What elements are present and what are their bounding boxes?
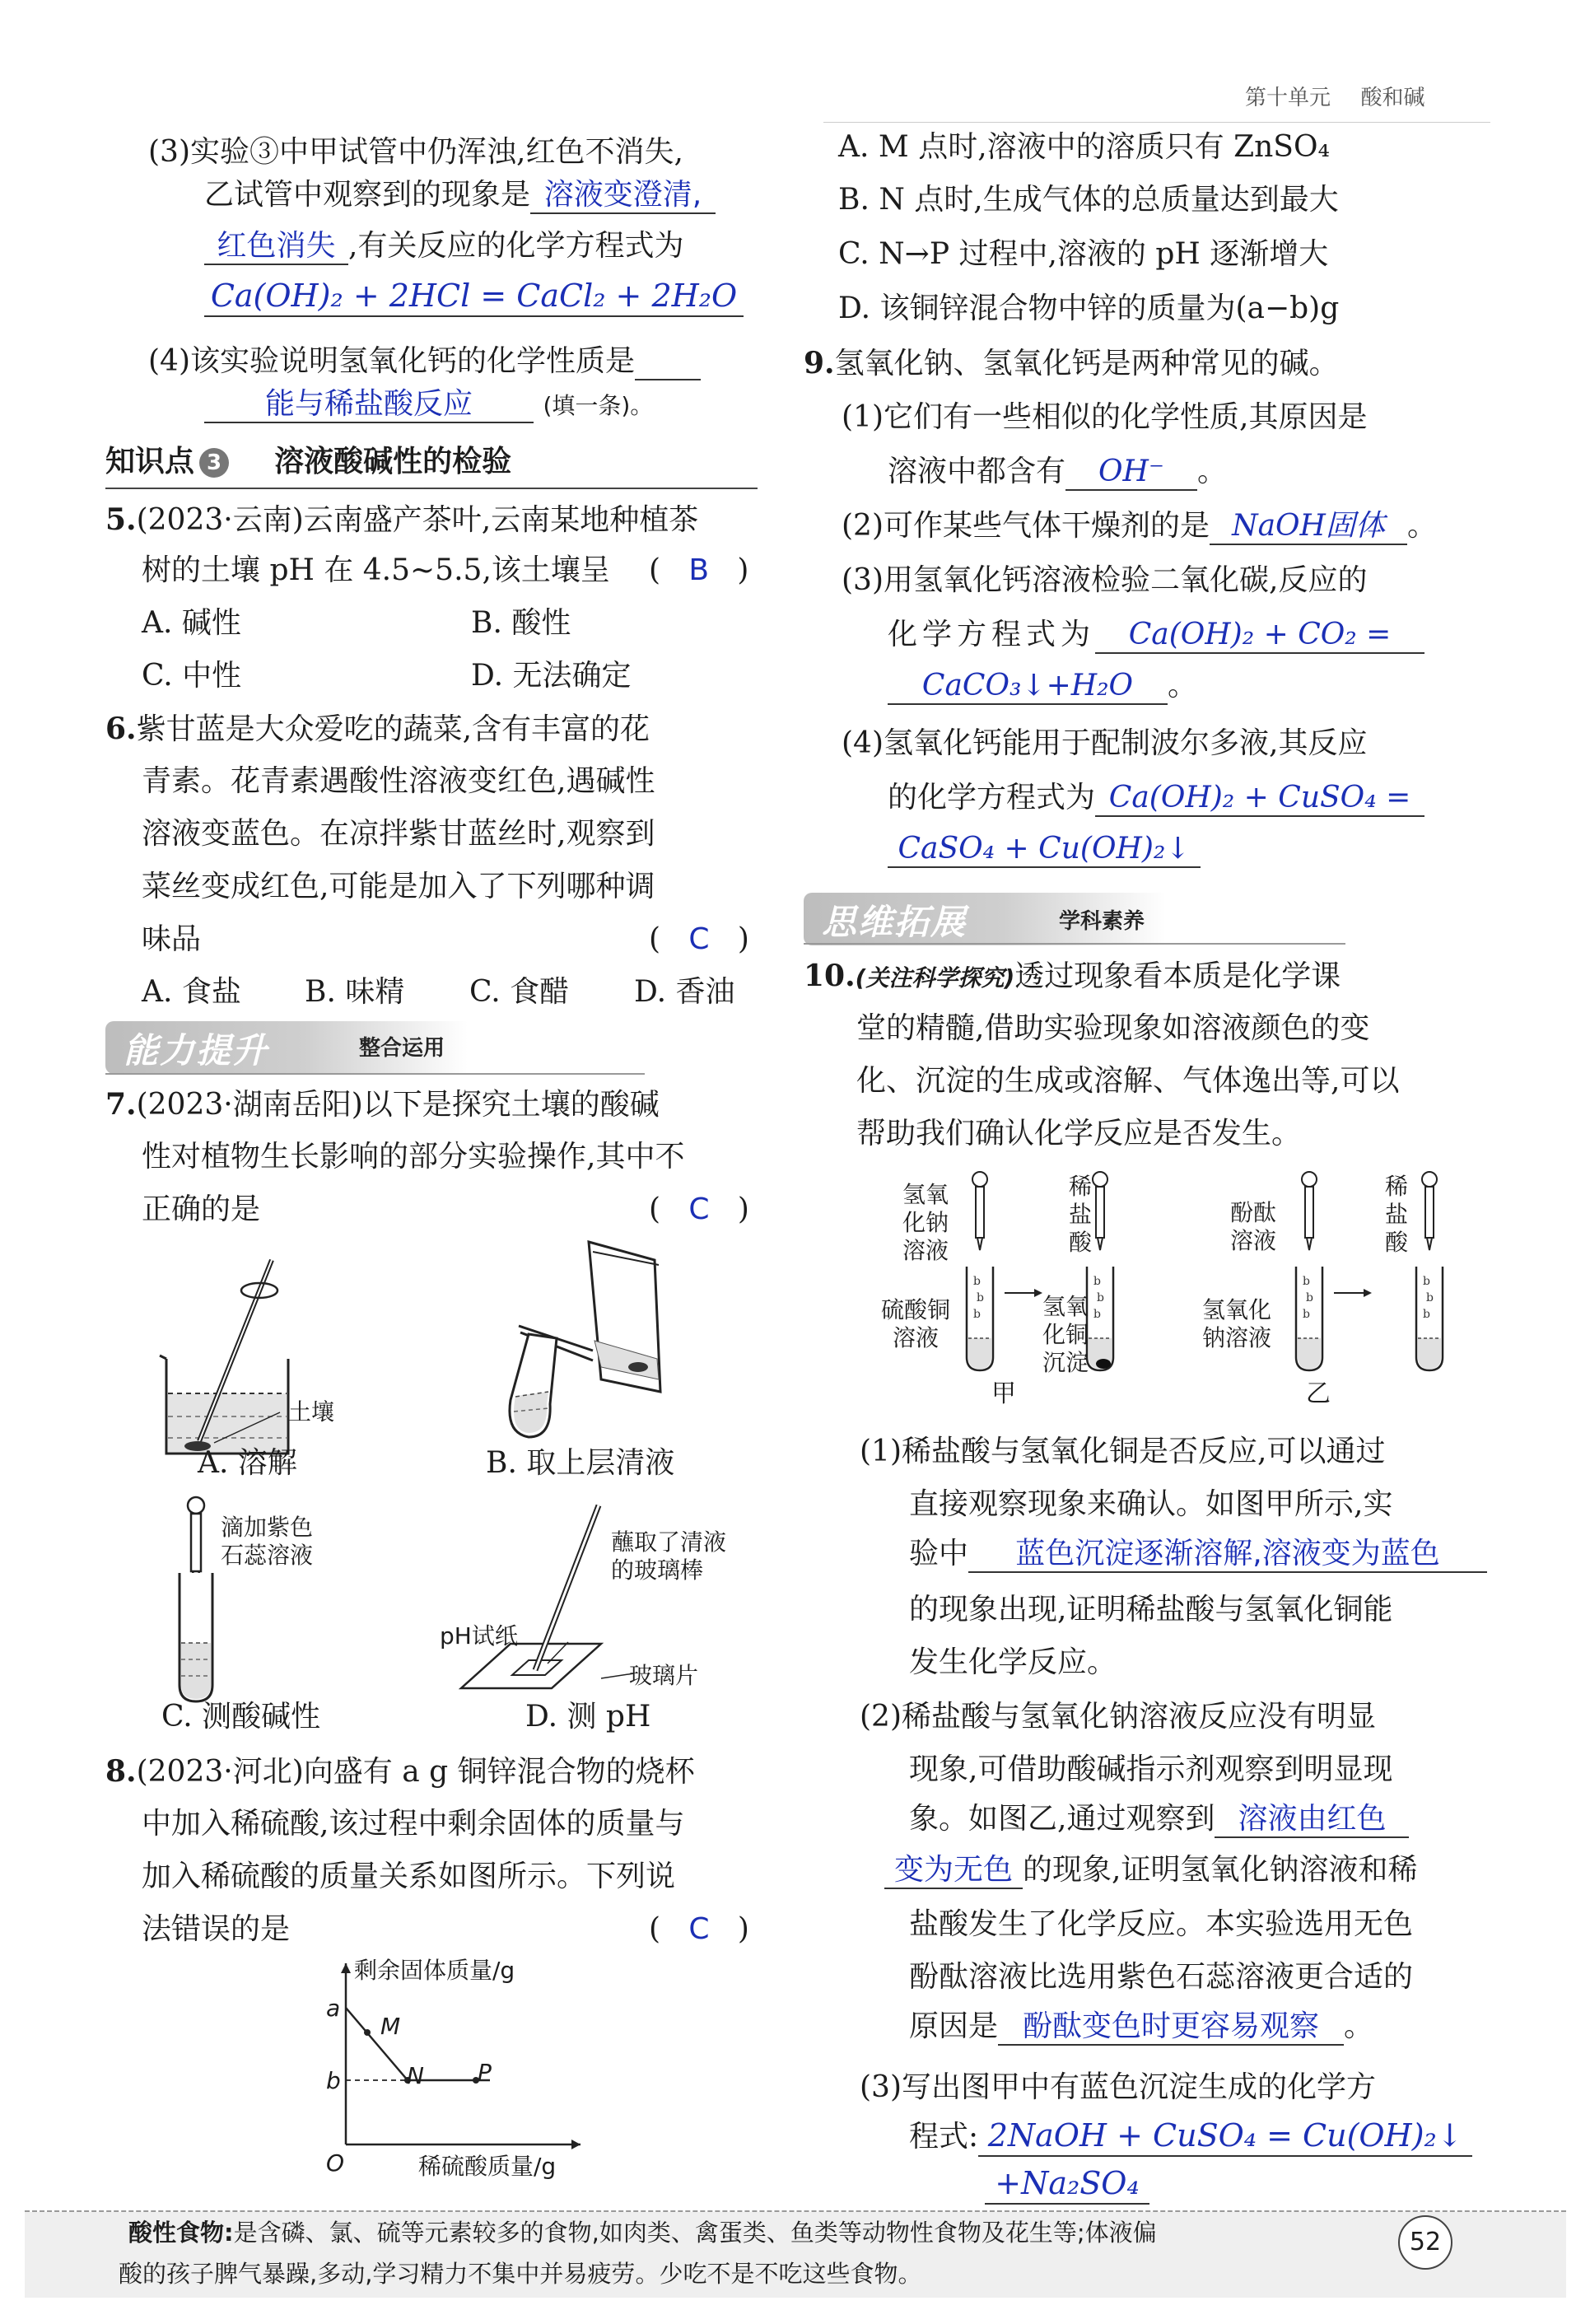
q4-line2: 能与稀盐酸反应 (填一条)。	[204, 382, 653, 427]
q7-fig-c-caption: C. 测酸碱性	[161, 1700, 321, 1734]
jia-label-3: 溶液	[902, 1237, 949, 1264]
q6-option-a: A. 食盐	[142, 975, 241, 1009]
q3-equation-line	[204, 275, 744, 320]
yi-label-7: 钠溶液	[1202, 1324, 1272, 1351]
yi-label-4: 盐	[1385, 1201, 1409, 1228]
q10-line4: 帮助我们确认化学反应是否发生。	[856, 1117, 1302, 1150]
jia-label-10: 化铜	[1042, 1321, 1089, 1348]
q9-p3-line3: CaCO₃↓+H₂O 。	[888, 664, 1197, 708]
jia-label-8: 溶液	[893, 1324, 940, 1351]
chapter-title: 酸和碱	[1360, 86, 1425, 110]
jia-label-1: 氢氧	[902, 1181, 949, 1208]
q7-answer: C	[688, 1192, 710, 1226]
band-title-ability: 能力提升	[124, 1030, 269, 1071]
q8-answer-paren: ( C )	[649, 1912, 749, 1946]
q3-line1: (3)实验③中甲试管中仍浑浊,红色不消失,	[148, 135, 683, 169]
q7-fig-c-label-1: 滴加紫色	[221, 1514, 314, 1541]
svg-text:b: b	[1093, 1308, 1101, 1321]
q10-p2-line6: 酚酞溶液比选用紫色石蕊溶液更合适的	[909, 1960, 1414, 1994]
q7-fig-d-caption: D. 测 pH	[525, 1700, 651, 1734]
running-header	[1245, 82, 1425, 114]
jia-caption: 甲	[991, 1379, 1016, 1408]
q3-equation: Ca(OH)₂ + 2HCl = CaCl₂ + 2H₂O	[204, 278, 744, 317]
q6-line5: 味品	[142, 922, 202, 956]
footer-text-1: 是含磷、氯、硫等元素较多的食物,如肉类、禽蛋类、鱼类等动物性食物及花生等;体液偏	[233, 2219, 1157, 2247]
yi-caption: 乙	[1306, 1379, 1331, 1408]
q6-line3: 溶液变蓝色。在凉拌紫甘蓝丝时,观察到	[142, 817, 655, 851]
q6-line1: 6.紫甘蓝是大众爱吃的蔬菜,含有丰富的花	[105, 712, 650, 746]
q9-p4-line1: (4)氢氧化钙能用于配制波尔多液,其反应	[842, 726, 1368, 760]
q8-line2: 中加入稀硫酸,该过程中剩余固体的质量与	[142, 1807, 685, 1841]
q3-answer-2: 红色消失	[204, 228, 348, 265]
yi-label-6: 氢氧化	[1202, 1296, 1272, 1323]
q7-answer-paren: ( C )	[649, 1192, 749, 1226]
band-sub-thinking: 学科素养	[1059, 909, 1145, 934]
q7-fig-d-label-1: 蘸取了清液	[611, 1528, 727, 1556]
q8-option-c: C. N→P 过程中,溶液的 pH 逐渐增大	[838, 237, 1329, 271]
q9-p3-line2: 化学方程式为 Ca(OH)₂ + CO₂ =	[888, 613, 1424, 657]
q7-figure-c	[161, 1491, 227, 1705]
graph-label-b: b	[326, 2067, 341, 2094]
q9-p1-line2: 溶液中都含有 OH⁻ 。	[888, 450, 1227, 494]
svg-text:b: b	[1097, 1291, 1104, 1304]
q7-line1: 7.(2023·湖南岳阳)以下是探究土壤的酸碱	[105, 1087, 660, 1122]
q5-line1: 5.(2023·云南)云南盛产茶叶,云南某地种植茶	[105, 502, 699, 537]
band-title-thinking: 思维拓展	[822, 902, 968, 942]
q3-answer-1: 溶液变澄清,	[530, 177, 716, 214]
jia-label-11: 沉淀	[1042, 1349, 1089, 1376]
footer-label: 酸性食物:	[128, 2219, 234, 2247]
q5-option-a: A. 碱性	[142, 606, 241, 640]
q6-line2: 青素。花青素遇酸性溶液变红色,遇碱性	[142, 764, 655, 798]
q5-line2: 树的土壤 pH 在 4.5~5.5,该土壤呈	[142, 553, 610, 587]
graph-label-n: N	[407, 2062, 424, 2089]
q10-p2-line7: 原因是 酚酞变色时更容易观察 。	[909, 2004, 1373, 2049]
q6-option-c: C. 食醋	[469, 975, 570, 1009]
svg-text:b: b	[1093, 1275, 1101, 1288]
q5-option-d: D. 无法确定	[471, 659, 632, 693]
kp-number-badge: 3	[199, 448, 229, 478]
kp-title: 溶液酸碱性的检验	[274, 445, 512, 478]
q7-fig-b-caption: B. 取上层清液	[486, 1446, 675, 1480]
yi-label-1: 酚酞	[1230, 1199, 1277, 1226]
q8-option-d: D. 该铜锌混合物中锌的质量为(a−b)g	[838, 292, 1340, 325]
q10-answer-2a: 溶液由红色	[1215, 1801, 1409, 1838]
q10-p2-line2: 现象,可借助酸碱指示剂观察到明显现	[909, 1752, 1393, 1786]
q10-p1-line2: 直接观察现象来确认。如图甲所示,实	[909, 1487, 1393, 1521]
page-number-badge	[1398, 2215, 1452, 2270]
svg-text:b: b	[1426, 1291, 1434, 1304]
q8-line3: 加入稀硫酸的质量关系如图所示。下列说	[142, 1860, 676, 1893]
q10-p3-line3	[985, 2163, 1149, 2207]
q10-line3: 化、沉淀的生成或溶解、气体逸出等,可以	[856, 1064, 1400, 1098]
q10-p2-line4: 变为无色 的现象,证明氢氧化钠溶液和稀	[884, 1848, 1417, 1892]
svg-text:b: b	[973, 1275, 981, 1288]
q3-line3: 红色消失 ,有关反应的化学方程式为	[204, 224, 683, 268]
svg-text:b: b	[1423, 1275, 1430, 1288]
q7-fig-d-label-3: pH试纸	[440, 1622, 518, 1650]
q7-fig-a-label: 土壤	[288, 1398, 335, 1426]
knowledge-point-3: 知识点 3 溶液酸碱性的检验	[105, 445, 512, 478]
q6-option-b: B. 味精	[305, 975, 405, 1009]
q10-p3-line1: (3)写出图甲中有蓝色沉淀生成的化学方	[860, 2070, 1376, 2104]
svg-text:b: b	[1303, 1308, 1310, 1321]
jia-label-7: 硫酸铜	[881, 1296, 951, 1323]
q9-stem: 9.氢氧化钠、氢氧化钙是两种常见的碱。	[804, 346, 1339, 380]
q8-option-b: B. N 点时,生成气体的总质量达到最大	[838, 183, 1339, 217]
q10-p1-line1: (1)稀盐酸与氢氧化铜是否反应,可以通过	[860, 1435, 1386, 1468]
graph-label-p: P	[478, 2059, 492, 2086]
q10-p3-line2: 程式: 2NaOH + CuSO₄ = Cu(OH)₂↓	[909, 2115, 1472, 2159]
q9-answer-4b: CaSO₄ + Cu(OH)₂↓	[888, 831, 1201, 868]
svg-text:b: b	[1303, 1275, 1310, 1288]
q8-graph	[329, 1957, 601, 2171]
kp-underline	[105, 488, 758, 489]
q10-answer-3b: +Na₂SO₄	[985, 2165, 1149, 2205]
q10-line2: 堂的精髓,借助实验现象如溶液颜色的变	[856, 1011, 1370, 1045]
q8-answer: C	[688, 1912, 710, 1946]
svg-text:b: b	[1306, 1291, 1313, 1304]
band-rule-ability	[105, 1073, 645, 1075]
q10-p2-line1: (2)稀盐酸与氢氧化钠溶液反应没有明显	[860, 1700, 1376, 1734]
q10-line1: 10.(关注科学探究)透过现象看本质是化学课	[804, 959, 1341, 993]
q5-option-c: C. 中性	[142, 659, 242, 693]
graph-xlabel: 稀硫酸质量/g	[418, 2153, 557, 2180]
footer-line2: 酸的孩子脾气暴躁,多动,学习精力不集中并易疲劳。少吃不是不吃这些食物。	[119, 2260, 922, 2288]
q4-line1: (4)该实验说明氢氧化钙的化学性质是	[148, 339, 701, 384]
q8-option-a: A. M 点时,溶液中的溶质只有 ZnSO₄	[838, 130, 1330, 164]
q9-answer-1: OH⁻	[1065, 454, 1197, 491]
graph-label-m: M	[380, 2013, 401, 2040]
q9-answer-2: NaOH固体	[1210, 508, 1407, 545]
band-sub-ability: 整合运用	[359, 1036, 445, 1061]
q10-answer-2b: 变为无色	[884, 1852, 1023, 1889]
q10-answer-1: 蓝色沉淀逐渐溶解,溶液变为蓝色	[968, 1536, 1487, 1573]
q5-answer: B	[688, 553, 710, 587]
point-m	[364, 2029, 371, 2036]
q9-answer-4a: Ca(OH)₂ + CuSO₄ =	[1095, 780, 1424, 817]
footer-line1	[128, 2215, 1157, 2252]
jia-label-6: 酸	[1069, 1229, 1093, 1256]
q5-answer-paren: ( B )	[649, 553, 749, 587]
q10-p2-line5: 盐酸发生了化学反应。本实验选用无色	[909, 1907, 1414, 1941]
unit-label: 第十单元	[1245, 86, 1331, 110]
q6-answer: C	[688, 922, 710, 956]
q8-line1: 8.(2023·河北)向盛有 a g 铜锌混合物的烧杯	[105, 1754, 695, 1789]
q7-fig-d-label-2: 的玻璃棒	[611, 1556, 704, 1584]
svg-text:b: b	[1423, 1308, 1430, 1321]
q5-option-b: B. 酸性	[471, 606, 571, 640]
q9-p1-line1: (1)它们有一些相似的化学性质,其原因是	[842, 400, 1368, 434]
jia-label-9: 氢氧	[1042, 1293, 1089, 1320]
graph-label-a: a	[326, 1995, 341, 2022]
q7-line3: 正确的是	[142, 1192, 261, 1226]
graph-label-o: O	[326, 2149, 345, 2177]
q9-answer-3b: CaCO₃↓+H₂O	[888, 668, 1168, 705]
yi-label-3: 稀	[1385, 1173, 1409, 1200]
q10-p1-line4: 的现象出现,证明稀盐酸与氢氧化铜能	[909, 1593, 1393, 1626]
q10-answer-2c: 酚酞变色时更容易观察	[998, 2009, 1344, 2046]
q10-answer-3a: 2NaOH + CuSO₄ = Cu(OH)₂↓	[978, 2117, 1472, 2157]
jia-label-2: 化钠	[902, 1209, 949, 1236]
q10-p2-line3: 象。如图乙,通过观察到 溶液由红色	[909, 1797, 1409, 1841]
q7-figure-b	[486, 1235, 700, 1449]
jia-label-5: 盐	[1069, 1201, 1093, 1228]
graph-ylabel: 剩余固体质量/g	[354, 1957, 515, 1984]
q4-answer: 能与稀盐酸反应	[204, 386, 534, 423]
q9-p4-line3	[888, 827, 1201, 871]
q6-line4: 菜丝变成红色,可能是加入了下列哪种调	[142, 870, 655, 903]
header-rule	[823, 122, 1490, 123]
q3-line2: 乙试管中观察到的现象是 溶液变澄清,	[204, 173, 716, 217]
q7-fig-a-caption: A. 溶解	[198, 1446, 297, 1480]
svg-text:b: b	[977, 1291, 984, 1304]
q8-line4: 法错误的是	[142, 1912, 291, 1946]
q6-answer-paren: ( C )	[649, 922, 749, 956]
q9-answer-3a: Ca(OH)₂ + CO₂ =	[1095, 617, 1424, 654]
q7-line2: 性对植物生长影响的部分实验操作,其中不	[142, 1140, 685, 1174]
band-rule-thinking	[804, 943, 1345, 945]
q10-p1-line5: 发生化学反应。	[909, 1645, 1117, 1679]
q9-p2: (2)可作某些气体干燥剂的是 NaOH固体 。	[842, 504, 1437, 548]
q7-fig-d-label-4: 玻璃片	[629, 1662, 699, 1689]
page-number: 52	[1409, 2228, 1442, 2256]
q10-p1-line3: 验中 蓝色沉淀逐渐溶解,溶液变为蓝色	[909, 1532, 1487, 1576]
yi-label-5: 酸	[1385, 1229, 1409, 1256]
q7-fig-c-label-2: 石蕊溶液	[221, 1542, 314, 1569]
q6-option-d: D. 香油	[634, 975, 735, 1009]
svg-text:b: b	[973, 1308, 981, 1321]
yi-label-2: 溶液	[1230, 1227, 1277, 1254]
q9-p4-line2: 的化学方程式为 Ca(OH)₂ + CuSO₄ =	[888, 776, 1424, 820]
q9-p3-line1: (3)用氢氧化钙溶液检验二氧化碳,反应的	[842, 563, 1368, 597]
jia-label-4: 稀	[1069, 1173, 1093, 1200]
q10-tag: (关注科学探究)	[855, 964, 1015, 992]
